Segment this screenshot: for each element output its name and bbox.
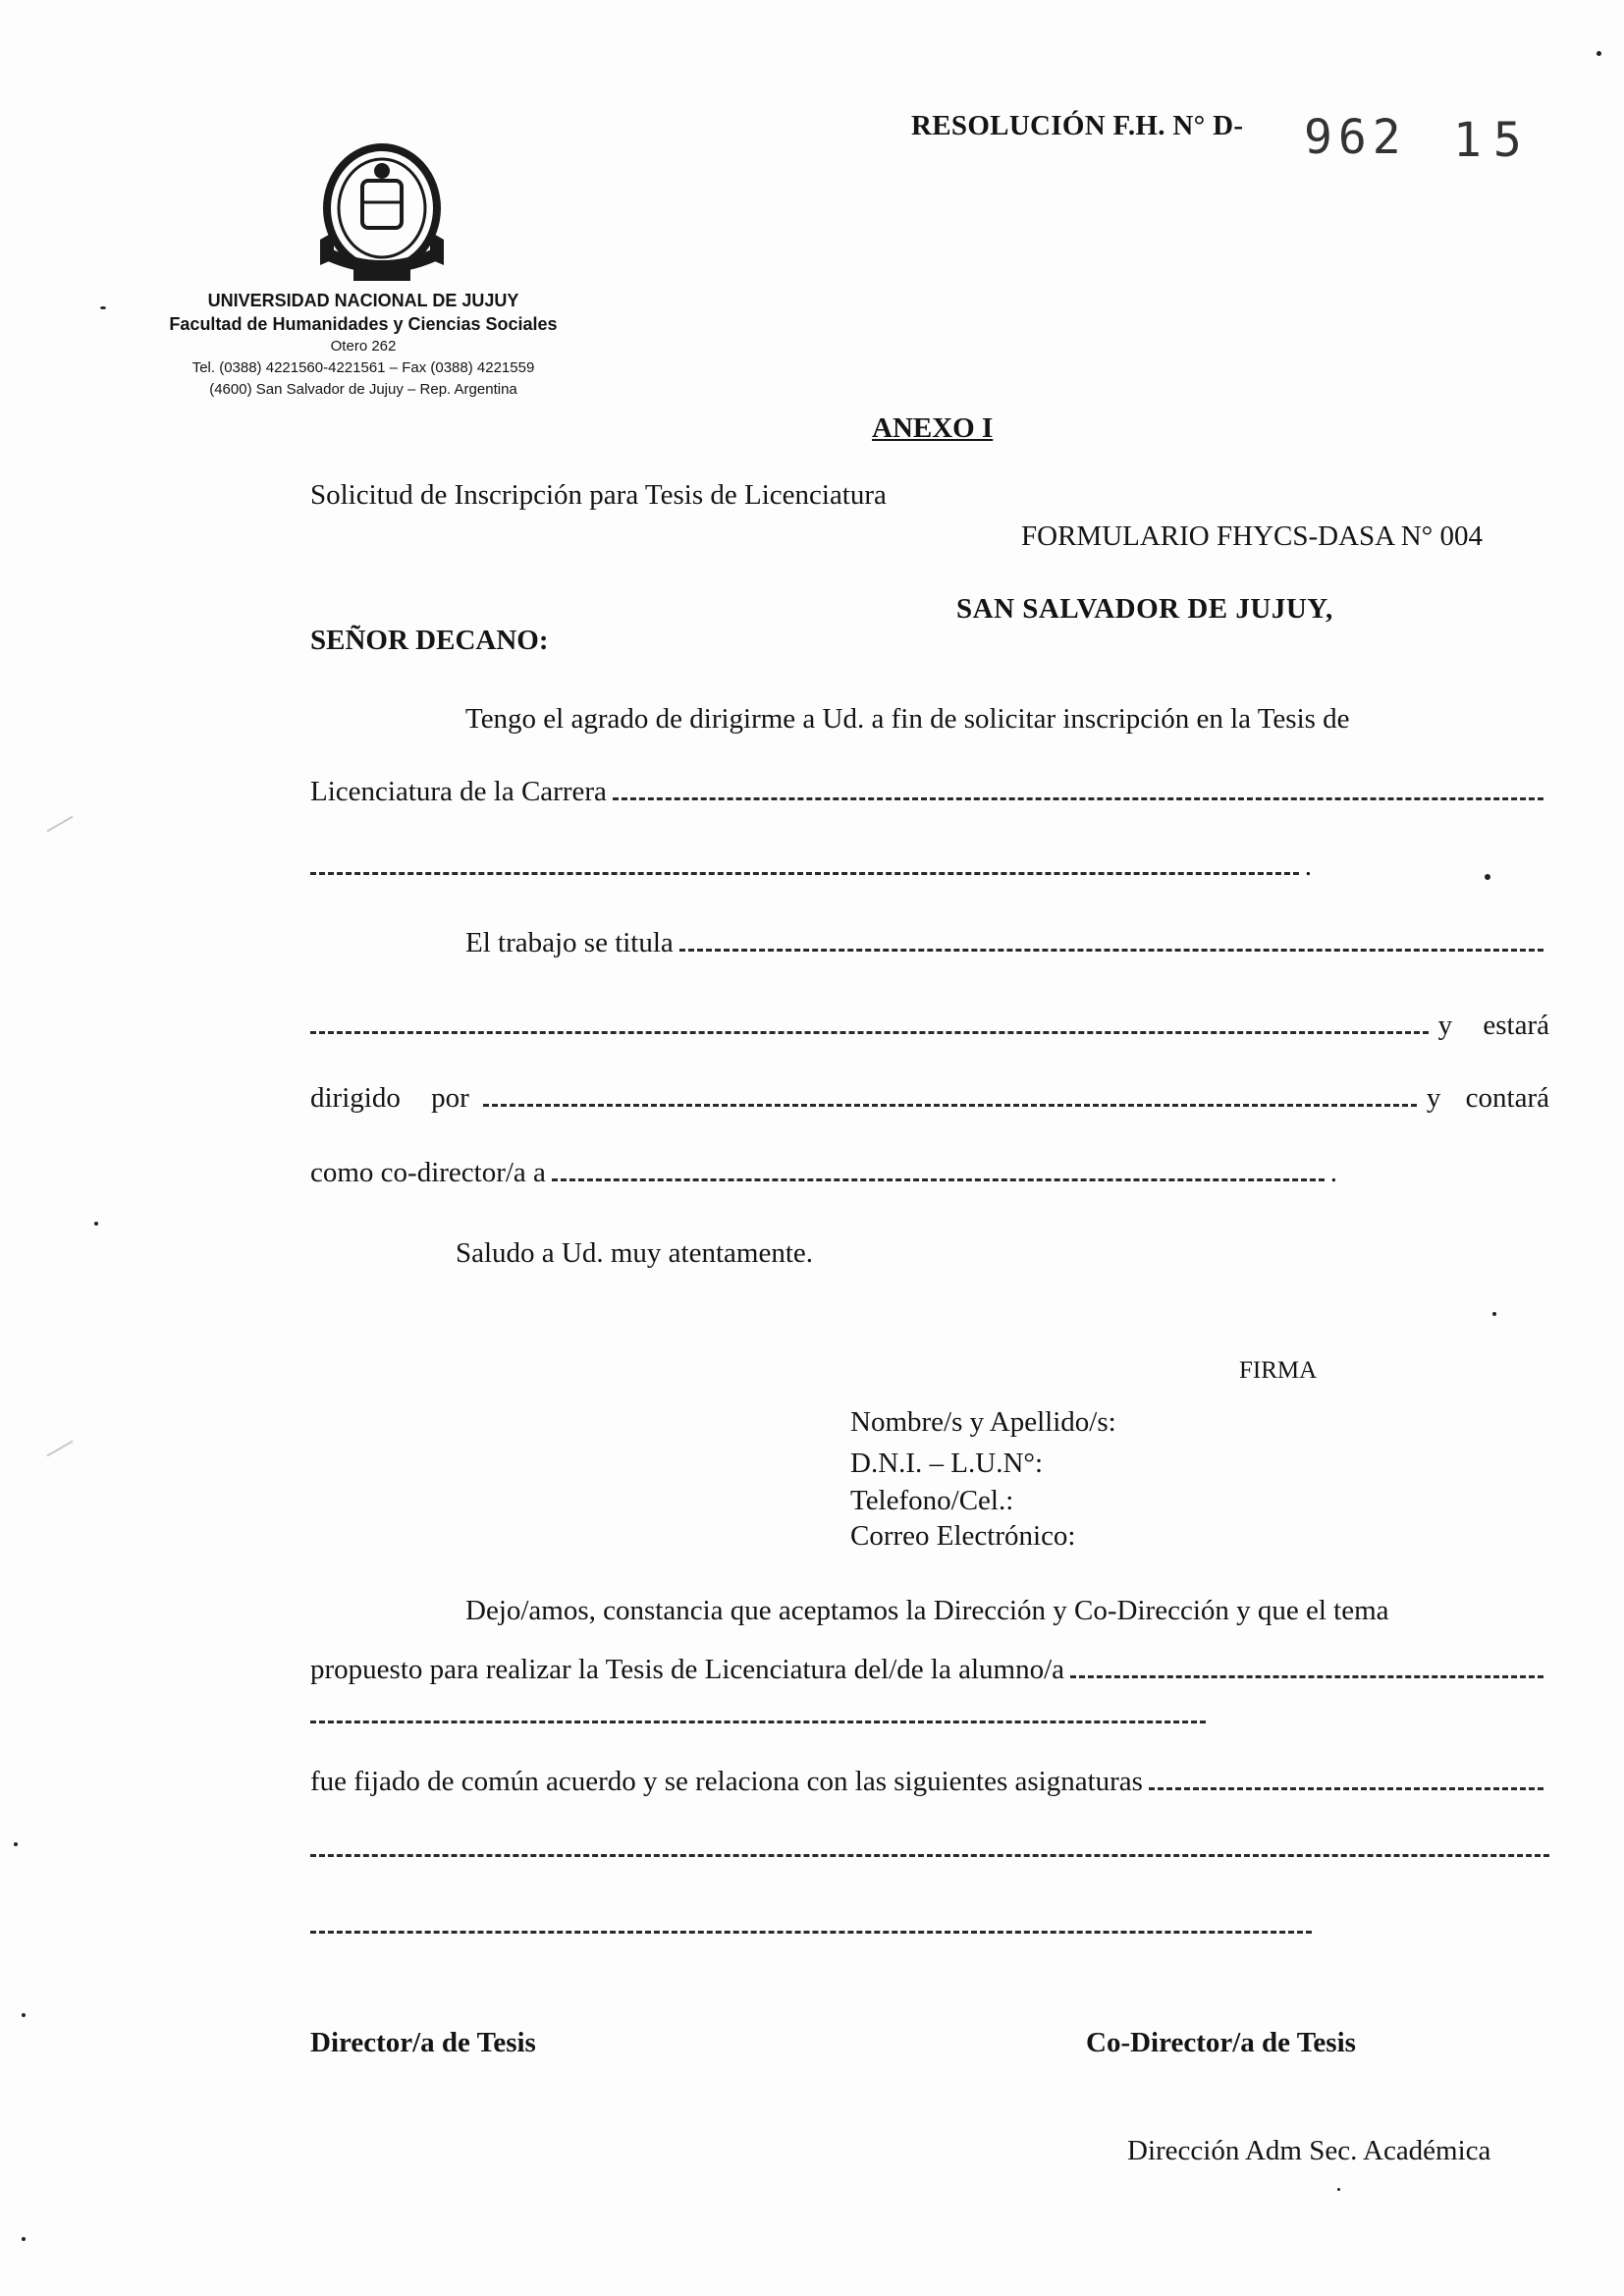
- institution-faculty: Facultad de Humanidades y Ciencias Sociales: [169, 314, 558, 334]
- scan-speck: [1337, 2188, 1340, 2191]
- career-blank[interactable]: [613, 797, 1543, 800]
- student-blank[interactable]: [1070, 1675, 1543, 1678]
- thesis-title-blank[interactable]: [679, 949, 1543, 952]
- career-line-continued: [310, 850, 1312, 883]
- thesis-title-label: El trabajo se titula: [465, 927, 674, 958]
- codirector-label: como co-director/a a: [310, 1157, 546, 1188]
- scan-speck: [1485, 874, 1490, 880]
- career-blank-2[interactable]: [310, 872, 1299, 875]
- scan-speck: [100, 306, 106, 309]
- subjects-line: [310, 1766, 1549, 1798]
- scan-mark: [47, 816, 74, 833]
- subjects-label: fue fijado de común acuerdo y se relaciona con las siguientes asignaturas: [310, 1766, 1143, 1797]
- director-line: [310, 1082, 1549, 1115]
- institution-city: (4600) San Salvador de Jujuy – Rep. Argentina: [209, 381, 517, 398]
- thesis-title-line: [465, 927, 1549, 959]
- director-tail: y contará: [1426, 1082, 1549, 1114]
- scan-mark: [47, 1441, 74, 1457]
- codirector-blank[interactable]: [552, 1178, 1325, 1181]
- codirector-signature-label: Co-Director/a de Tesis: [1086, 2027, 1356, 2058]
- institution-address: Otero 262: [330, 338, 397, 355]
- office-label: Dirección Adm Sec. Académica: [1127, 2135, 1491, 2166]
- acceptance-line: Dejo/amos, constancia que aceptamos la Dirección y Co-Dirección y que el tema: [465, 1595, 1389, 1626]
- resolution-label: RESOLUCIÓN F.H. N° D-: [911, 110, 1244, 141]
- period: .: [1329, 1157, 1337, 1188]
- scan-speck: [1492, 1312, 1496, 1316]
- student-blank-2[interactable]: [310, 1721, 1206, 1723]
- subjects-blank-3[interactable]: [310, 1931, 1312, 1934]
- director-signature-label: Director/a de Tesis: [310, 2027, 536, 2058]
- student-line: [310, 1654, 1549, 1686]
- name-field: Nombre/s y Apellido/s:: [850, 1406, 1116, 1438]
- dni-field: D.N.I. – L.U.N°:: [850, 1448, 1044, 1479]
- resolution-number: 962: [1304, 110, 1407, 165]
- resolution-year: 15: [1453, 113, 1534, 168]
- intro-line: Tengo el agrado de dirigirme a Ud. a fin de solicitar inscripción en la Tesis de: [465, 703, 1350, 735]
- scan-speck: [14, 1842, 18, 1846]
- signature-label: FIRMA: [1239, 1357, 1318, 1384]
- email-field: Correo Electrónico:: [850, 1520, 1076, 1552]
- city-date-line: SAN SALVADOR DE JUJUY,: [956, 593, 1333, 625]
- form-number: FORMULARIO FHYCS-DASA N° 004: [1021, 520, 1484, 552]
- thesis-title-line-continued: [310, 1010, 1549, 1042]
- thesis-title-blank-2[interactable]: [310, 1031, 1429, 1034]
- scan-speck: [22, 2013, 26, 2017]
- university-seal-icon: [314, 137, 450, 285]
- codirector-line: [310, 1157, 1337, 1189]
- institution-phone: Tel. (0388) 4221560-4221561 – Fax (0388) 4221559: [191, 359, 535, 376]
- director-label: dirigido por: [310, 1082, 469, 1114]
- scan-speck: [1597, 51, 1601, 56]
- annex-title: ANEXO I: [872, 412, 994, 444]
- scan-speck: [94, 1222, 98, 1226]
- thesis-title-tail: y estará: [1437, 1010, 1549, 1041]
- scan-speck: [22, 2237, 26, 2241]
- career-line: [310, 776, 1549, 808]
- closing-line: Saludo a Ud. muy atentamente.: [456, 1237, 814, 1269]
- institution-name: UNIVERSIDAD NACIONAL DE JUJUY: [207, 291, 519, 310]
- phone-field: Telefono/Cel.:: [850, 1485, 1014, 1516]
- period: .: [1304, 850, 1312, 882]
- career-label: Licenciatura de la Carrera: [310, 776, 607, 807]
- subjects-blank-2[interactable]: [310, 1854, 1549, 1857]
- subjects-blank[interactable]: [1149, 1787, 1543, 1790]
- salutation: SEÑOR DECANO:: [310, 625, 549, 656]
- director-blank[interactable]: [483, 1104, 1417, 1107]
- student-label: propuesto para realizar la Tesis de Licenciatura del/de la alumno/a: [310, 1654, 1065, 1685]
- form-subtitle: Solicitud de Inscripción para Tesis de Licenciatura: [310, 479, 887, 511]
